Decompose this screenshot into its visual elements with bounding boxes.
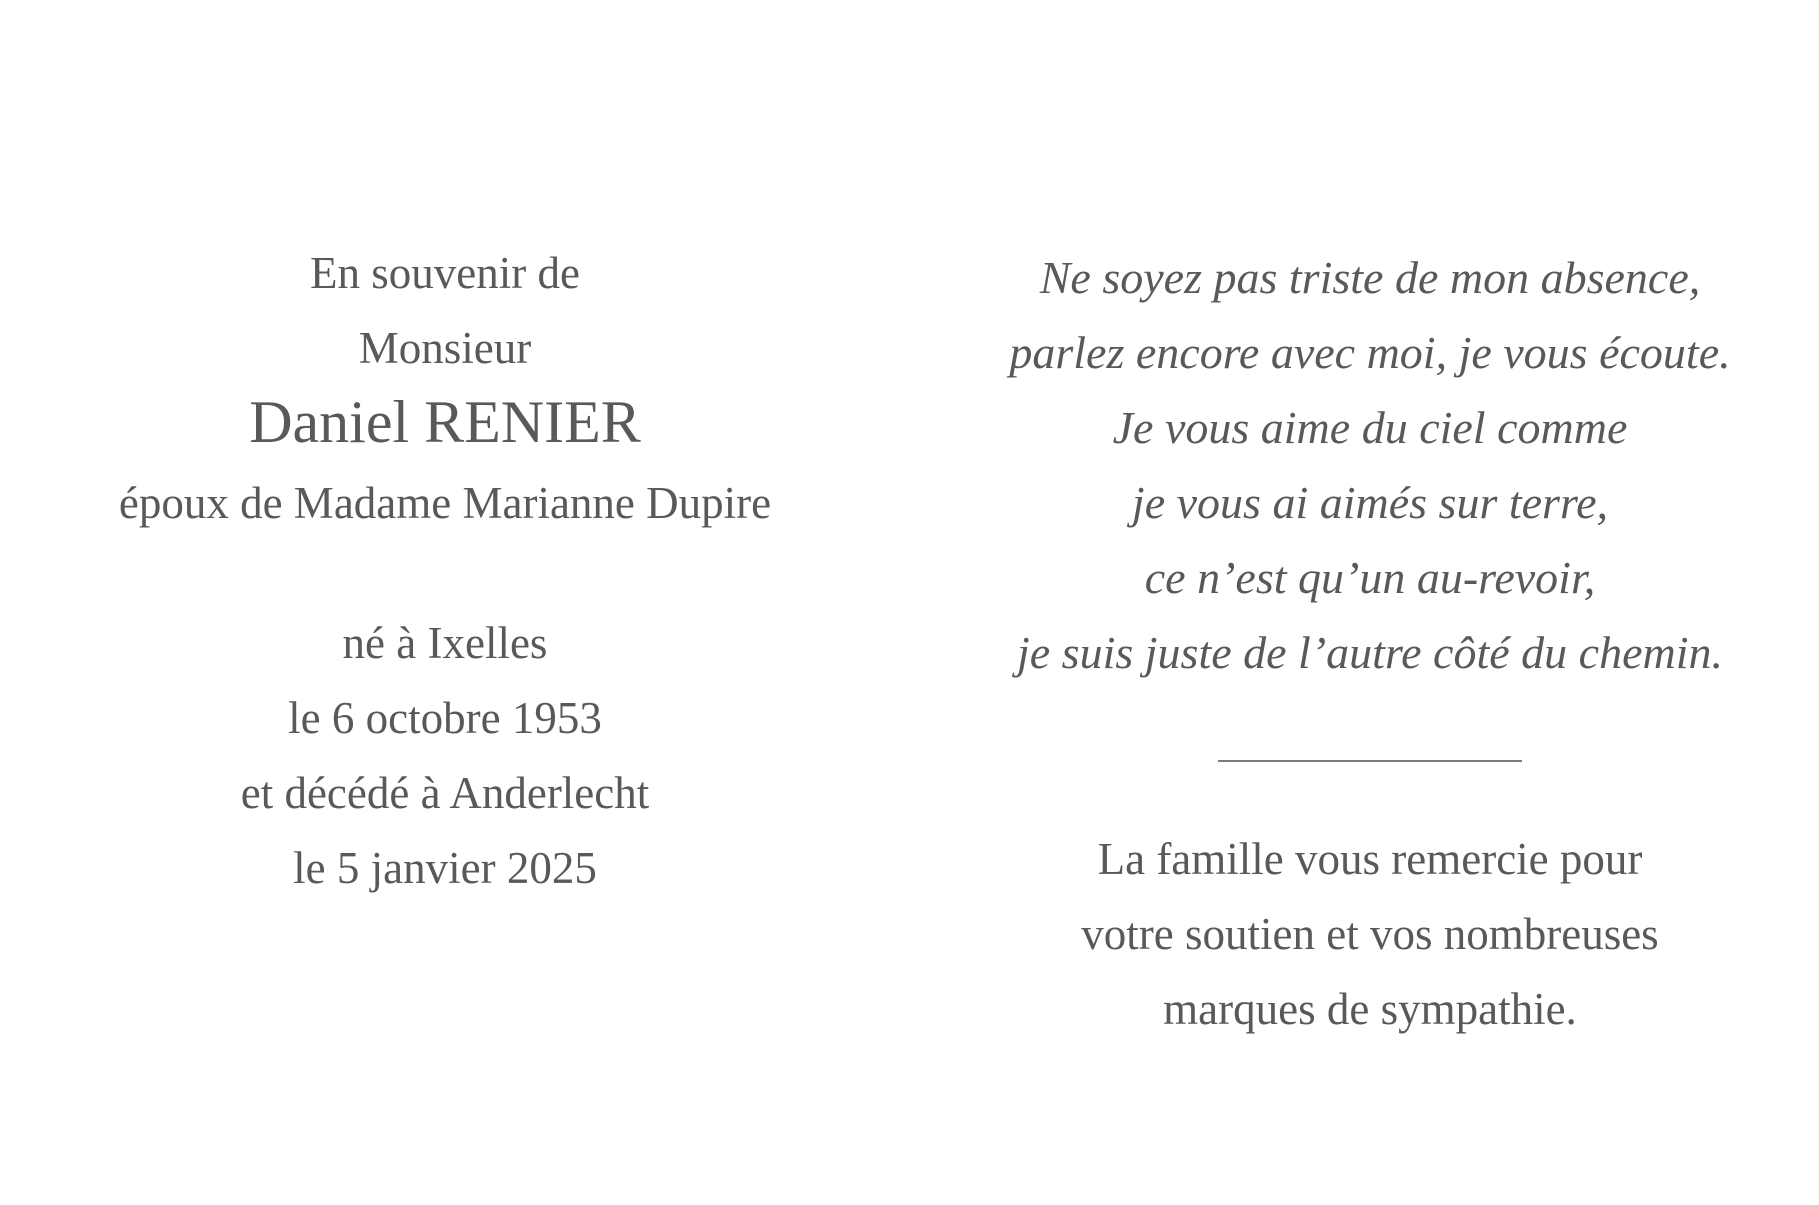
- memorial-right-panel: [940, 240, 1800, 1047]
- thanks-line: La famille vous remercie pour: [1097, 834, 1643, 884]
- poem-line: parlez encore avec moi, je vous écoute.: [1009, 327, 1731, 378]
- death-date: le 5 janvier 2025: [293, 843, 597, 893]
- death-place: et décédé à Anderlecht: [240, 768, 650, 818]
- memorial-left-panel: [60, 236, 830, 906]
- birth-date: le 6 octobre 1953: [288, 693, 602, 743]
- birth-place: né à Ixelles: [342, 618, 548, 668]
- poem-line: je suis juste de l’autre côté du chemin.: [1016, 627, 1723, 678]
- poem-line: je vous ai aimés sur terre,: [1131, 477, 1609, 528]
- thanks-block: [940, 822, 1800, 1047]
- spouse-text: époux de Madame Marianne Dupire: [118, 478, 772, 528]
- poem-line: Je vous aime du ciel comme: [1112, 402, 1628, 453]
- intro-text: En souvenir de: [310, 248, 580, 298]
- honorific: Monsieur: [358, 323, 532, 373]
- thanks-line: marques de sympathie.: [1163, 984, 1577, 1034]
- poem-line: ce n’est qu’un au-revoir,: [1144, 552, 1596, 603]
- thanks-line: votre soutien et vos nombreuses: [1081, 909, 1659, 959]
- poem-block: [940, 240, 1800, 690]
- poem-line: Ne soyez pas triste de mon absence,: [1039, 252, 1701, 303]
- spacer: [60, 541, 830, 606]
- separator-line: [1218, 760, 1522, 762]
- deceased-name: Daniel RENIER: [249, 389, 641, 455]
